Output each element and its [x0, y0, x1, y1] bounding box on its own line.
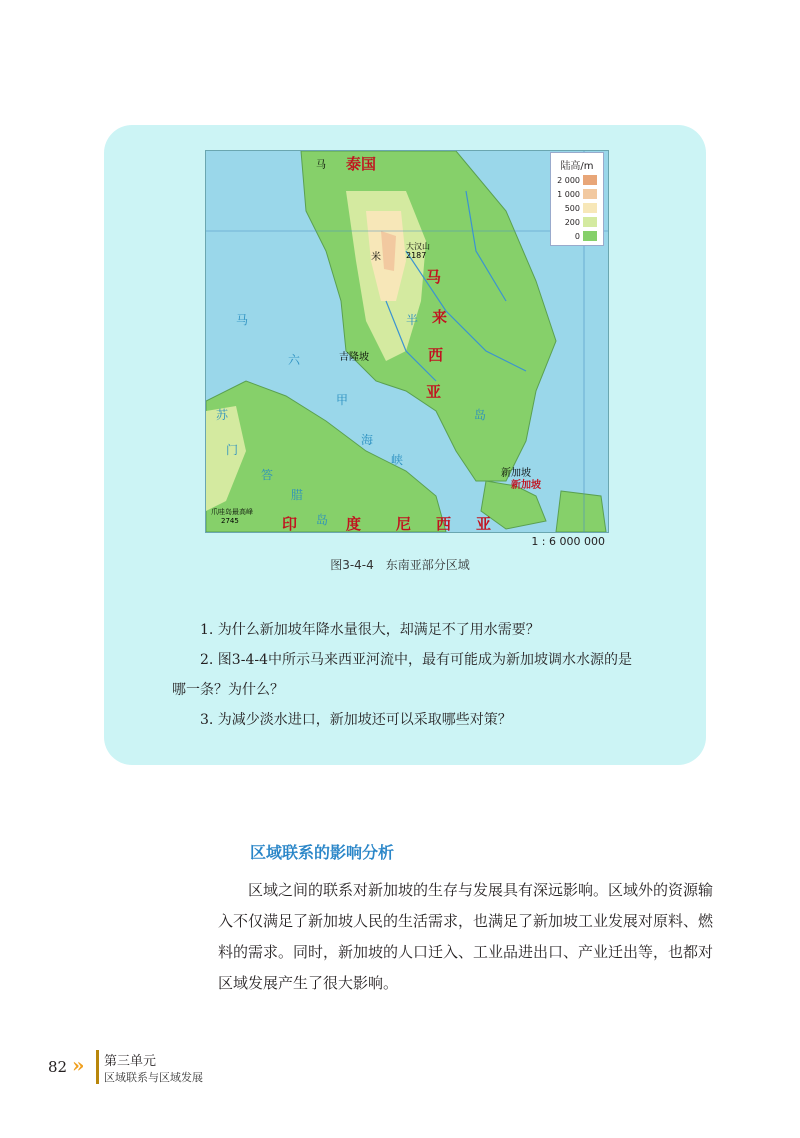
section-body	[218, 875, 713, 999]
label-mountain-height: 2187	[406, 251, 427, 260]
legend-row	[554, 188, 600, 200]
legend-swatch	[583, 175, 597, 185]
label-indonesia-2: 度	[346, 515, 362, 533]
legend-row	[554, 174, 600, 186]
label-bottom-note: 爪哇岛最高峰	[211, 508, 253, 516]
page-number: 82	[48, 1058, 68, 1076]
elevation-legend	[550, 152, 604, 246]
legend-level: 1 000	[557, 189, 580, 199]
legend-swatch	[583, 231, 597, 241]
question-2-line2: 哪一条？为什么？	[172, 682, 284, 698]
legend-level: 0	[574, 231, 580, 241]
label-strait-3: 甲	[336, 393, 349, 407]
legend-level: 500	[564, 203, 580, 213]
legend-row	[554, 202, 600, 214]
label-ma: 马	[316, 160, 326, 171]
label-sumatra-2: 门	[226, 443, 239, 457]
label-singapore-country: 新加坡	[511, 480, 541, 491]
label-indonesia-4: 西	[436, 515, 452, 533]
label-malaysia-3: 西	[428, 346, 444, 364]
label-bottom-height: 2745	[221, 517, 239, 525]
label-malaysia-1: 马	[426, 268, 442, 286]
label-kuala-lumpur: 吉隆坡	[339, 352, 369, 363]
label-mi: 米	[371, 252, 381, 263]
chevron-icon: »	[72, 1053, 85, 1077]
map-scale: 1 : 6 000 000	[531, 535, 605, 548]
label-strait-1: 马	[236, 313, 249, 327]
label-singapore-city: 新加坡	[501, 468, 531, 479]
label-sumatra-1: 苏	[216, 408, 229, 422]
legend-row	[554, 216, 600, 228]
legend-level: 200	[564, 217, 580, 227]
label-strait-2: 六	[288, 353, 301, 367]
unit-title: 第三单元	[104, 1054, 157, 1069]
label-sumatra-5: 岛	[316, 513, 329, 527]
figure-caption: 图3-4-4 东南亚部分区域	[330, 558, 470, 572]
map-southeast-asia	[205, 150, 609, 533]
label-strait-4: 海	[361, 433, 374, 447]
section-title: 区域联系的影响分析	[250, 843, 395, 862]
label-malaysia-4: 亚	[426, 383, 442, 401]
label-mountain: 大汉山	[406, 242, 430, 251]
question-1: 1. 为什么新加坡年降水量很大，却满足不了用水需要？	[200, 622, 540, 638]
label-peninsula-1: 半	[406, 313, 419, 327]
question-3: 3. 为减少淡水进口，新加坡还可以采取哪些对策？	[200, 712, 512, 728]
legend-swatch	[583, 203, 597, 213]
label-thailand: 泰国	[346, 155, 377, 173]
label-sumatra-3: 答	[261, 468, 274, 482]
question-2-line1: 2. 图3-4-4中所示马来西亚河流中，最有可能成为新加坡调水水源的是	[200, 652, 632, 668]
label-indonesia-1: 印	[282, 515, 298, 533]
legend-title: 陆高/m	[560, 161, 594, 172]
legend-level: 2 000	[557, 175, 580, 185]
legend-rows	[551, 174, 603, 242]
label-malaysia-2: 来	[432, 308, 448, 326]
label-indonesia-5: 亚	[476, 515, 492, 533]
legend-row	[554, 230, 600, 242]
legend-swatch	[583, 217, 597, 227]
footer-divider	[96, 1050, 99, 1084]
unit-subtitle: 区域联系与区域发展	[104, 1071, 203, 1084]
label-peninsula-2: 岛	[474, 408, 487, 422]
label-sumatra-4: 腊	[291, 488, 304, 502]
label-indonesia-3: 尼	[396, 515, 412, 533]
section-paragraph: 区域之间的联系对新加坡的生存与发展具有深远影响。区域外的资源输入不仅满足了新加坡人民的生活需求，也满足了新加坡工业发展对原料、燃料的需求。同时，新加坡的人口迁入、工业品进出口、产业迁出等，也都对区域发展产生了很大影响。	[218, 881, 714, 992]
label-strait-5: 峡	[391, 453, 404, 467]
legend-swatch	[583, 189, 597, 199]
